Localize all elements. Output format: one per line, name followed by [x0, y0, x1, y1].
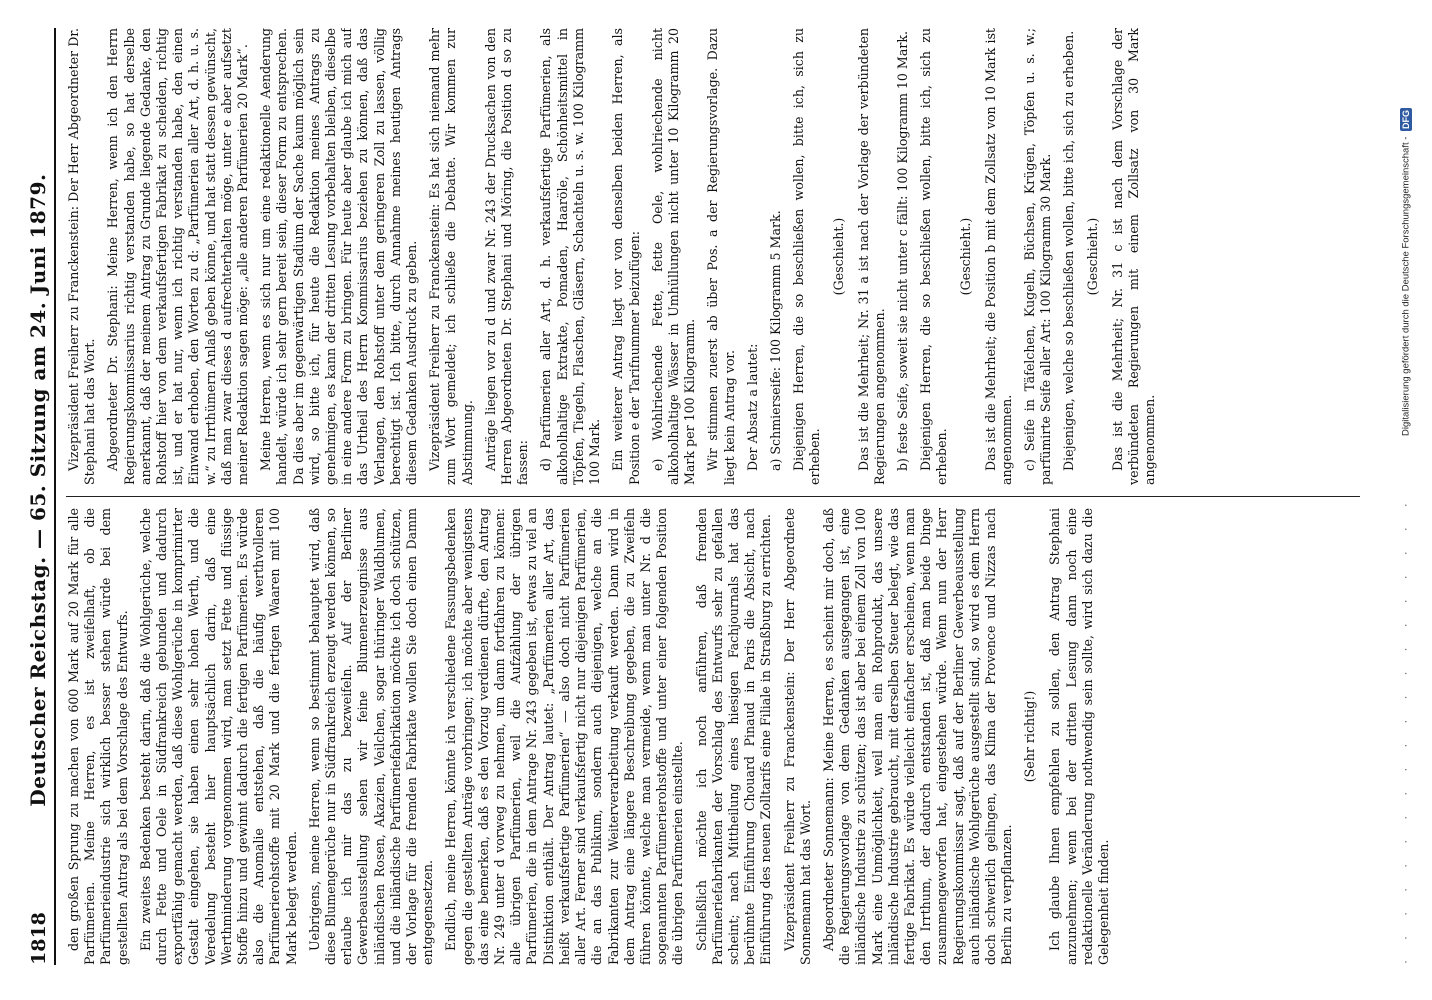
- dfg-attribution: [1400, 6, 1412, 436]
- column-divider: [66, 496, 1360, 497]
- page-header: [14, 28, 56, 965]
- paragraph: e) Wohlriechende Fette, fette Oele, wohlriechende nicht alkoholhaltige Wässer in Umhüllungen nicht unter 10 Kilogramm 20 Mark per 100 Kilogramm.: [649, 28, 698, 485]
- paragraph: a) Schmierseife: 100 Kilogramm 5 Mark.: [767, 210, 783, 471]
- stage-direction: (Geschieht.): [830, 217, 846, 296]
- paragraph: Meine Herren, wenn es sich nur um eine redaktionelle Aenderung handelt, würde ich sehr gern bereit sein, dieser Form zu entsprechen. Da dies aber im gegenwärtigen Stadium der Sache kaum möglich sein wird, so bitte ich, für heute die Redaktion meines Antrags zu genehmigen, es kann der dritten Lesung vorbehalten bleiben, dieselbe in eine andere Form zu bringen. Für heute aber glaube ich mich auf das Urtheil des Herrn Kommissarius beziehen zu können, daß das Verlangen, den Rohstoff unter dem geringeren Zoll zu lassen, völlig berechtigt ist. Ich bitte, durch Annahme meines heutigen Antrags diesem Gedanken Ausdruck zu geben.: [258, 28, 420, 485]
- paragraph: Ein weiterer Antrag liegt vor von denselben beiden Herren, als Position e der Tarifnummer beizufügen:: [610, 28, 642, 485]
- paragraph: Das ist die Mehrheit; Nr. 31 c ist nach dem Vorschlage der verbündeten Regierungen mit einem Zollsatz von 30 Mark angenommen.: [1109, 28, 1157, 485]
- dfg-logo: DFG: [1401, 109, 1411, 129]
- paragraph: Ich glaube Ihnen empfehlen zu sollen, den Antrag Stephani anzunehmen; wenn bei der dritten Lesung dann noch eine redaktionelle Veränderung nothwendig sein sollte, wird sich dazu die Gelegenheit finden.: [1047, 508, 1111, 965]
- left-column: [66, 508, 1360, 965]
- page-number: 1818: [28, 912, 50, 965]
- page-title: Deutscher Reichstag. — 65. Sitzung am 24. Juni 1879.: [26, 173, 50, 807]
- paragraph: Der Absatz a lautet:: [744, 343, 760, 471]
- paragraph: Wir stimmen zuerst ab über Pos. a der Regierungsvorlage. Dazu liegt kein Antrag vor.: [705, 28, 737, 485]
- stage-direction: (Sehr richtig!): [1022, 690, 1038, 783]
- stage-direction: (Geschieht.): [1084, 217, 1100, 296]
- paragraph: Uebrigens, meine Herren, wenn so bestimmt behauptet wird, daß diese Blumengerüche nur in Südfrankreich erzeugt werden können, so erlaube ich mir das zu bezweifeln. Auf der Berliner Gewerbeausstellung sehen wir feine Blumenerzeugnisse aus inländischen Rosen, Akazien, Veilchen, sogar thüringer Waldblumen, und die inländische Parfümeriefabrikation möchte ich doch schützen, der Vorlage für die fremden Fabrikate wollen Sie doch einen Damm entgegensetzen.: [306, 508, 436, 965]
- paragraph: Diejenigen, welche so beschließen wollen, bitte ich, sich zu erheben.: [1061, 30, 1077, 471]
- paragraph: Schließlich möchte ich noch anführen, daß fremden Parfümeriefabrikanten der Vorschlag des Entwurfs sehr zu gefallen scheint; nach Mittheilung eines hiesigen Fachjournals hat das berühmte Einführung Chouard Pinaud in Paris die Absicht, nach Einführung des neuen Zolltarifs eine Filiale in Straßburg zu errichten.: [693, 508, 774, 965]
- paragraph: Abgeordneter Sonnemann: Meine Herren, es scheint mir doch, daß die Regierungsvorlage von dem Gedanken ausgegangen ist, eine inländische Industrie zu schützen; das ist aber bei einem Zoll von 100 Mark eine Unmöglichkeit, weil man ein Rohprodukt, das unsere inländische Industrie gebraucht, mit derselben Steuer belegt, wie das fertige Fabrikat. Es würde vielleicht einfacher erscheinen, wenn man den Irrthum, der dadurch entstanden ist, daß man beide Dinge zusammengeworfen hat, eingestehen würde. Wenn nun der Herr Regierungskommissar sagt, daß auf der Berliner Gewerbeausstellung auch inländische Wohlgerüche ausgestellt sind, so wird es dem Herrn doch schwerlich gelingen, das Klima der Provence und Nizzas nach Berlin zu verpflanzen.: [820, 508, 1015, 965]
- paragraph: Diejenigen Herren, die so beschließen wollen, bitte ich, sich zu erheben.: [918, 28, 950, 485]
- paragraph: Vizepräsident Freiherr zu Franckenstein: Der Herr Abgeordnete Sonnemann hat das Wort.: [781, 508, 813, 965]
- paragraph: Vizepräsident Freiherr zu Franckenstein: Es hat sich niemand mehr zum Wort gemeldet; ich schließe die Debatte. Wir kommen zur Abstimmung.: [427, 28, 475, 485]
- stage-direction: (Geschieht.): [957, 217, 973, 296]
- paragraph: Das ist die Mehrheit; die Position b mit dem Zollsatz von 10 Mark ist angenommen.: [982, 28, 1014, 485]
- paragraph: Anträge liegen vor zu d und zwar Nr. 243 der Drucksachen von den Herren Abgeordneten Dr. Stephani und Möring, die Position d so zu fassen:: [482, 28, 531, 485]
- attribution-text: Digitalisierung gefördert durch die Deutsche Forschungsgemeinschaft -: [1400, 136, 1412, 436]
- paragraph: b) feste Seife, soweit sie nicht unter c fällt: 100 Kilogramm 10 Mark.: [894, 31, 910, 471]
- paragraph: d) Parfümerien aller Art, d. h. verkaufsfertige Parfümerien, als alkoholhaltige Extrakte, Pomaden, Haaröle, Schönheitsmittel in Töpfen, Tiegeln, Flaschen, Gläsern, Schachteln u. s. w. 100 Kilogramm 100 Mark.: [538, 28, 603, 485]
- footer-marks: · · · · · · · · · · · · · · · · · · · ·: [1401, 496, 1412, 965]
- right-column: [66, 28, 1360, 485]
- text-columns: [66, 28, 1360, 965]
- paragraph: Das ist die Mehrheit; Nr. 31 a ist nach der Vorlage der verbündeten Regierungen angenommen.: [855, 28, 887, 485]
- paragraph: Ein zweites Bedenken besteht darin, daß die Wohlgerüche, welche durch Fette und Oele in Südfrankreich gebunden und dadurch exportfähig gemacht werden, daß diese Wohlgerüche in komprimirter Gestalt eingehen, sie haben einen sehr hohen Werth, und die Veredelung besteht hier hauptsächlich darin, daß eine Werthminderung vorgenommen wird, man setzt Fette und flüssige Stoffe hinzu und gewinnt dadurch die fertigen Parfümerien. Es würde also die Anomalie entstehen, daß die häufig werthvolleren Parfümerierohstoffe mit 20 Mark und die fertigen Waaren mit 100 Mark belegt werden.: [137, 508, 299, 965]
- paragraph: Diejenigen Herren, die so beschließen wollen, bitte ich, sich zu erheben.: [791, 28, 823, 485]
- paragraph: c) Seife in Täfelchen, Kugeln, Büchsen, Krügen, Töpfen u. s. w.; parfümirte Seife aller Art: 100 Kilogramm 30 Mark.: [1021, 28, 1054, 485]
- paragraph: Vizepräsident Freiherr zu Franckenstein: Der Herr Abgeordneter Dr. Stephani hat das Wort.: [66, 28, 98, 485]
- paragraph: den großen Sprung zu machen von 600 Mark auf 20 Mark für alle Parfümerien. Meine Herren, es ist zweifelhaft, ob die Parfümerieindustrie sich wirklich besser stehen würde bei dem gestellten Antrag als bei dem Vorschlage des Entwurfs.: [66, 508, 130, 965]
- paragraph: Abgeordneter Dr. Stephani: Meine Herren, wenn ich den Herrn Regierungskommissarius richtig verstanden habe, so hat derselbe anerkannt, daß der meinem Antrag zu Grunde liegende Gedanke, den Rohstoff hier von dem verkaufsfertigen Fabrikat zu scheiden, richtig ist, und er hat nur, wenn ich richtig verstanden habe, den einen Einwand erhoben, den Worten zu d: „Parfümerien aller Art, d. h. u. s. w.“ zu Irrthümern Anlaß geben könne, und hat statt dessen gewünscht, daß man zwar dieses d aufrechterhalten möge, unter e aber aufsetzt meiner Redaktion sagen möge: „alle anderen Parfümerien 20 Mark“.: [105, 28, 251, 485]
- paragraph: Endlich, meine Herren, könnte ich verschiedene Fassungsbedenken gegen die gestellten Anträge vorbringen; ich möchte aber wenigstens das eine bemerken, daß es den Vorzug verdienen dürfte, den Antrag Nr. 249 unter d vorweg zu nehmen, um dann fortfahren zu können: alle übrigen Parfümerien, weil die Aufzählung der übrigen Parfümerien, die in dem Antrage Nr. 243 gegeben ist, etwas zu viel an Distinktion enthält. Der Antrag lautet: „Parfümerien aller Art, das heißt verkaufsfertige Parfümerien“ — also doch nicht Parfümerien aller Art. Ferner sind verkaufsfertig nicht nur diejenigen Parfümerien, die an das Publikum, sondern auch diejenigen, welche an die Fabrikanten zur Weiterverarbeitung verkauft werden. Dann wird in dem Antrag eine längere Beschreibung gegeben, die zu Zweifeln führen könnte, welche man vermeide, wenn man unter Nr. d die sogenannten Parfümerierohstoffe und unter einer folgenden Position die übrigen Parfümerien einstellte.: [443, 508, 686, 965]
